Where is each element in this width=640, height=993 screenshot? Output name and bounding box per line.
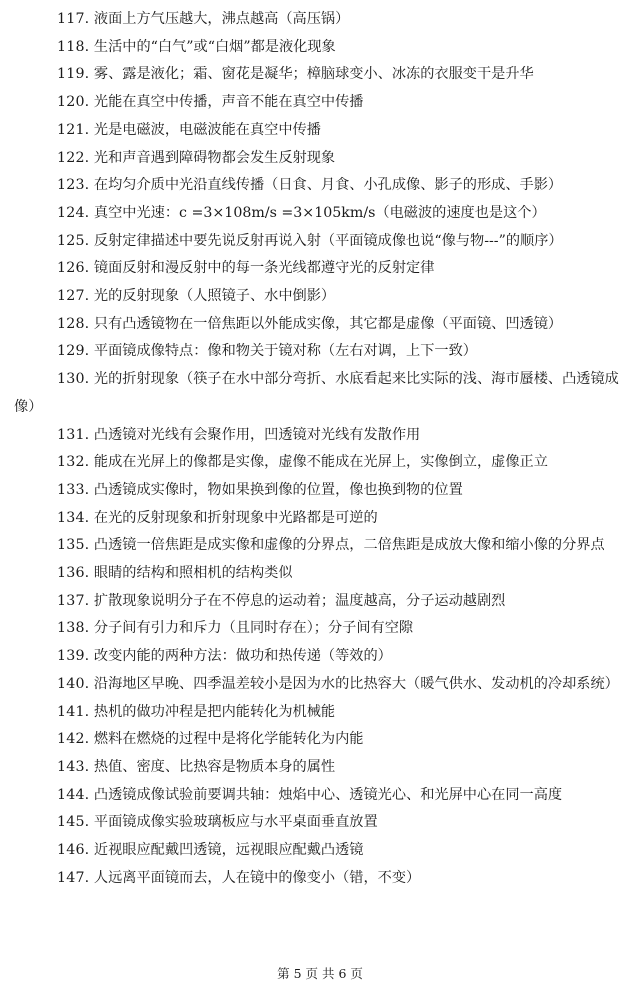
- item-number: 144.: [57, 786, 90, 803]
- list-item: [14, 34, 622, 62]
- item-text: 人远离平面镜而去，人在镜中的像变小（错，不变）: [93, 869, 421, 886]
- list-item: [14, 532, 622, 560]
- item-text: 真空中光速：c =3×108m/s =3×105km/s（电磁波的速度也是这个）: [93, 204, 546, 221]
- item-text: 平面镜成像特点：像和物关于镜对称（左右对调，上下一致）: [93, 343, 477, 360]
- list-item: [14, 671, 622, 699]
- item-number: 122.: [57, 149, 90, 166]
- item-text: 反射定律描述中要先说反射再说入射（平面镜成像也说“像与物---”的顺序）: [93, 232, 563, 249]
- item-text: 凸透镜对光线有会聚作用，凹透镜对光线有发散作用: [93, 426, 421, 443]
- item-text: 光的折射现象（筷子在水中部分弯折、水底看起来比实际的浅、海市蜃楼、凸透镜成像）: [14, 371, 619, 415]
- item-number: 138.: [57, 620, 90, 637]
- item-text: 凸透镜成像试验前要调共轴：烛焰中心、透镜光心、和光屏中心在同一高度: [93, 786, 563, 803]
- item-number: 130.: [57, 371, 90, 388]
- list-item: [14, 699, 622, 727]
- item-text: 凸透镜成实像时，物如果换到像的位置，像也换到物的位置: [93, 481, 463, 498]
- item-text: 凸透镜一倍焦距是成实像和虚像的分界点，二倍焦距是成放大像和缩小像的分界点: [93, 537, 605, 554]
- item-text: 热值、密度、比热容是物质本身的属性: [93, 758, 336, 775]
- item-number: 121.: [57, 121, 90, 138]
- item-number: 137.: [57, 592, 90, 609]
- item-text: 生活中的“白气”或“白烟”都是液化现象: [93, 38, 336, 55]
- list-item: [14, 449, 622, 477]
- item-text: 液面上方气压越大，沸点越高（高压锅）: [93, 11, 350, 27]
- item-text: 光是电磁波，电磁波能在真空中传播: [93, 121, 321, 138]
- item-text: 在光的反射现象和折射现象中光路都是可逆的: [93, 509, 378, 526]
- item-text: 眼睛的结构和照相机的结构类似: [93, 565, 293, 582]
- item-number: 140.: [57, 675, 90, 692]
- page-footer: 第 5 页 共 6 页: [277, 966, 363, 981]
- list-item: [14, 89, 622, 117]
- item-text: 镜面反射和漫反射中的每一条光线都遵守光的反射定律: [93, 260, 435, 277]
- list-item: [14, 754, 622, 782]
- list-item: [14, 228, 622, 256]
- list-item: [14, 255, 622, 283]
- item-number: 146.: [57, 842, 90, 859]
- item-text: 燃料在燃烧的过程中是将化学能转化为内能: [93, 731, 364, 748]
- item-number: 123.: [57, 177, 90, 194]
- item-number: 117.: [57, 11, 90, 27]
- list-item: [14, 809, 622, 837]
- list-item: [14, 643, 622, 671]
- item-text: 光和声音遇到障碍物都会发生反射现象: [93, 149, 336, 166]
- list-item: [14, 782, 622, 810]
- list-item: [14, 505, 622, 533]
- item-number: 139.: [57, 648, 90, 665]
- item-text: 平面镜成像实验玻璃板应与水平桌面垂直放置: [93, 814, 378, 831]
- list-item: [14, 422, 622, 450]
- item-text: 光的反射现象（人照镜子、水中倒影）: [93, 288, 336, 305]
- item-number: 118.: [57, 38, 90, 55]
- item-text: 分子间有引力和斥力（且同时存在）；分子间有空隙: [93, 620, 414, 637]
- list-item: [14, 172, 622, 200]
- item-text: 能成在光屏上的像都是实像，虚像不能成在光屏上，实像倒立，虚像正立: [93, 454, 548, 471]
- item-number: 124.: [57, 204, 90, 221]
- list-item: [14, 145, 622, 173]
- list-item: [14, 837, 622, 865]
- list-item: [14, 366, 622, 421]
- list-item: [14, 726, 622, 754]
- item-number: 134.: [57, 509, 90, 526]
- numbered-list: [14, 6, 622, 893]
- item-text: 光能在真空中传播，声音不能在真空中传播: [93, 94, 364, 111]
- item-number: 133.: [57, 481, 90, 498]
- item-number: 131.: [57, 426, 90, 443]
- item-text: 雾、露是液化；霜、窗花是凝华；樟脑球变小、冰冻的衣服变干是升华: [93, 66, 534, 83]
- item-number: 141.: [57, 703, 90, 720]
- item-number: 127.: [57, 288, 90, 305]
- item-number: 119.: [57, 66, 90, 83]
- item-number: 135.: [57, 537, 90, 554]
- item-text: 热机的做功冲程是把内能转化为机械能: [93, 703, 336, 720]
- item-number: 126.: [57, 260, 90, 277]
- item-number: 125.: [57, 232, 90, 249]
- list-item: [14, 117, 622, 145]
- item-number: 147.: [57, 869, 90, 886]
- list-item: [14, 61, 622, 89]
- list-item: [14, 865, 622, 893]
- item-text: 在均匀介质中光沿直线传播（日食、月食、小孔成像、影子的形成、手影）: [93, 177, 563, 194]
- item-number: 132.: [57, 454, 90, 471]
- list-item: [14, 6, 622, 34]
- list-item: [14, 560, 622, 588]
- item-text: 只有凸透镜物在一倍焦距以外能成实像，其它都是虚像（平面镜、凹透镜）: [93, 315, 563, 332]
- list-item: [14, 338, 622, 366]
- item-text: 改变内能的两种方法：做功和热传递（等效的）: [93, 648, 392, 665]
- item-number: 120.: [57, 94, 90, 111]
- list-item: [14, 283, 622, 311]
- item-text: 近视眼应配戴凹透镜，远视眼应配戴凸透镜: [93, 842, 364, 859]
- list-item: [14, 311, 622, 339]
- item-number: 143.: [57, 758, 90, 775]
- list-item: [14, 477, 622, 505]
- item-number: 129.: [57, 343, 90, 360]
- item-number: 142.: [57, 731, 90, 748]
- list-item: [14, 588, 622, 616]
- item-number: 145.: [57, 814, 90, 831]
- item-number: 128.: [57, 315, 90, 332]
- list-item: [14, 615, 622, 643]
- item-text: 扩散现象说明分子在不停息的运动着；温度越高，分子运动越剧烈: [93, 592, 506, 609]
- item-text: 沿海地区早晚、四季温差较小是因为水的比热容大（暖气供水、发动机的冷却系统）: [93, 675, 619, 692]
- list-item: [14, 200, 622, 228]
- item-number: 136.: [57, 565, 90, 582]
